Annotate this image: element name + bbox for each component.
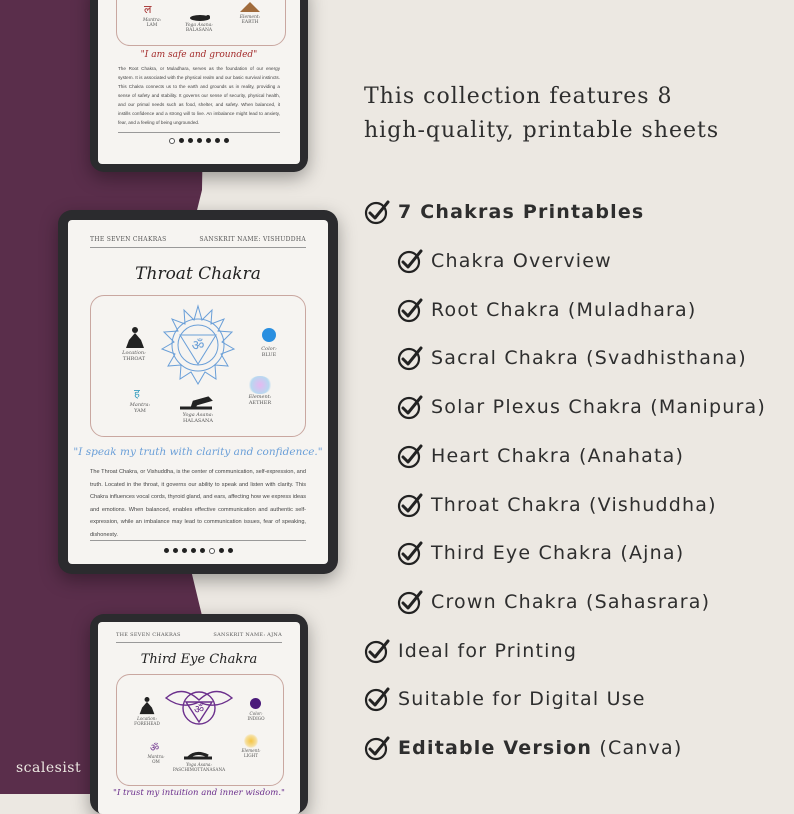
checklist-item-main <box>364 199 644 225</box>
indigo-color-swatch <box>250 698 261 709</box>
blue-color-swatch <box>262 328 276 342</box>
checklist-label: Throat Chakra (Vishuddha) <box>431 493 717 516</box>
meditation-location-icon <box>124 326 146 350</box>
checklist-item-printing <box>364 638 577 664</box>
color-label: Color: INDIGO <box>247 711 265 722</box>
throat-chakra-symbol-icon <box>156 302 240 388</box>
tablet-third-eye-chakra <box>90 614 308 814</box>
mantra-glyph-icon: ह <box>134 387 140 400</box>
header-right: SANSKRIT NAME: AJNA <box>213 632 282 638</box>
checkmark-icon <box>364 199 390 225</box>
checkmark-icon <box>364 686 390 712</box>
svg-text:ॐ: ॐ <box>191 338 205 354</box>
yoga-pose-icon <box>182 748 214 760</box>
header-left: THE SEVEN CHAKRAS <box>90 236 167 243</box>
checklist-label: 7 Chakras Printables <box>398 201 645 223</box>
description-text: The Throat Chakra, or Vishuddha, is the center of communication, self-expression, and truth. Located in the throat, it governs our ability to speak and listen with clarity. This Chakra influences vocal cords, thyroid gland, and ears, affecting how we express ideas and emotions. When balanced, enables effective communication and authentic self-expression, while an imbalance may lead to communication issues, fear of speaking, dishonesty. <box>90 469 306 538</box>
checkmark-icon <box>397 345 423 371</box>
chakra-title: Throat Chakra <box>135 264 261 284</box>
tablet-screen <box>98 0 300 164</box>
intro-heading <box>364 80 719 148</box>
svg-text:ॐ: ॐ <box>193 703 205 716</box>
checklist-item-editable <box>364 735 682 761</box>
checklist-sub-item <box>397 492 717 518</box>
page-indicator[interactable] <box>68 548 328 554</box>
checkmark-icon <box>397 589 423 615</box>
checklist-label: Chakra Overview <box>431 250 612 272</box>
checklist-sub-item <box>397 589 710 615</box>
checkmark-icon <box>397 248 423 274</box>
checkmark-icon <box>397 540 423 566</box>
mantra-label: Mantra: LAM <box>142 18 162 29</box>
checklist-label: Third Eye Chakra (Ajna) <box>431 542 685 565</box>
affirmation: "I am safe and grounded" <box>140 50 258 60</box>
location-label: Location: FOREHEAD <box>134 716 160 727</box>
yoga-pose-icon <box>188 10 212 22</box>
location-label: Location: THROAT <box>122 350 146 362</box>
affirmation: "I trust my intuition and inner wisdom." <box>113 788 285 798</box>
intro-line-1: This collection features 8 <box>364 84 673 109</box>
chakra-title: Third Eye Chakra <box>140 652 258 667</box>
yoga-label: Yoga Asana: PASCHIMOTTANASANA <box>172 762 226 773</box>
affirmation: "I speak my truth with clarity and confidence." <box>73 446 323 458</box>
yoga-label: Yoga Asana: BALASANA <box>185 23 213 34</box>
element-label: Element: LIGHT <box>241 748 261 759</box>
mantra-label: Mantra: YAM <box>129 402 151 414</box>
checklist-label: Heart Chakra (Anahata) <box>431 444 685 467</box>
sheet-header <box>90 236 306 248</box>
checkmark-icon <box>397 297 423 323</box>
checklist-label: Root Chakra (Muladhara) <box>431 298 697 321</box>
checklist-label: Ideal for Printing <box>398 640 578 662</box>
yoga-pose-icon <box>178 396 214 410</box>
meditation-location-icon <box>138 696 156 716</box>
mantra-label: Mantra: OM <box>147 754 165 765</box>
description-text: The Root Chakra, or Muladhara, serves as the foundation of our energy system. It is associated with the physical realm and our basic survival instincts. This Chakra connects us to the earth and grounds us in reality, providing a sense of safety and stability. It governs our sense of security, physical health, and our primal needs such as food, shelter, and safety. When balanced, it instills confidence and a strong will to live. An imbalance might lead to anxiety, fear, and a feeling of being ungrounded. <box>118 66 280 125</box>
checklist-label: Sacral Chakra (Svadhisthana) <box>431 347 747 370</box>
color-label: Color: BLUE <box>261 346 277 358</box>
header-right: SANSKRIT NAME: VISHUDDHA <box>199 236 306 243</box>
aether-element-icon <box>248 376 272 394</box>
brand-logo-text: scalesist <box>16 760 82 776</box>
third-eye-symbol-icon <box>164 682 234 732</box>
checklist-label: Solar Plexus Chakra (Manipura) <box>431 396 766 419</box>
mantra-glyph-icon: ल <box>144 3 152 16</box>
mantra-glyph-icon: ॐ <box>150 743 160 754</box>
tablet-screen <box>68 220 328 564</box>
checklist-sub-item <box>397 443 684 469</box>
checkmark-icon <box>397 443 423 469</box>
page-indicator[interactable] <box>98 138 300 144</box>
checklist-sub-item <box>397 540 684 566</box>
checklist-sub-item <box>397 345 747 371</box>
checklist-label-rest: (Canva) <box>592 737 683 759</box>
checklist-label: Suitable for Digital Use <box>398 688 646 710</box>
tablet-root-chakra <box>90 0 308 172</box>
root-chakra-symbol-icon <box>168 0 230 2</box>
sheet-header <box>116 632 282 643</box>
checklist-sub-item <box>397 248 612 274</box>
checklist-item-digital <box>364 686 646 712</box>
checklist-sub-item <box>397 297 697 323</box>
intro-line-2: high-quality, printable sheets <box>364 118 720 143</box>
checklist-sub-item <box>397 394 766 420</box>
checklist-label-bold: Editable Version <box>398 737 593 759</box>
checkmark-icon <box>364 638 390 664</box>
earth-element-icon <box>240 0 260 12</box>
tablet-screen <box>98 622 300 814</box>
checklist-label: Crown Chakra (Sahasrara) <box>431 590 711 613</box>
checkmark-icon <box>397 492 423 518</box>
header-left: THE SEVEN CHAKRAS <box>116 632 181 638</box>
tablet-throat-chakra <box>58 210 338 574</box>
checkmark-icon <box>397 394 423 420</box>
checkmark-icon <box>364 735 390 761</box>
light-element-icon <box>244 734 258 748</box>
element-label: Element: EARTH <box>239 15 261 26</box>
yoga-label: Yoga Asana: HALASANA <box>182 412 214 424</box>
element-label: Element: AETHER <box>248 394 272 406</box>
